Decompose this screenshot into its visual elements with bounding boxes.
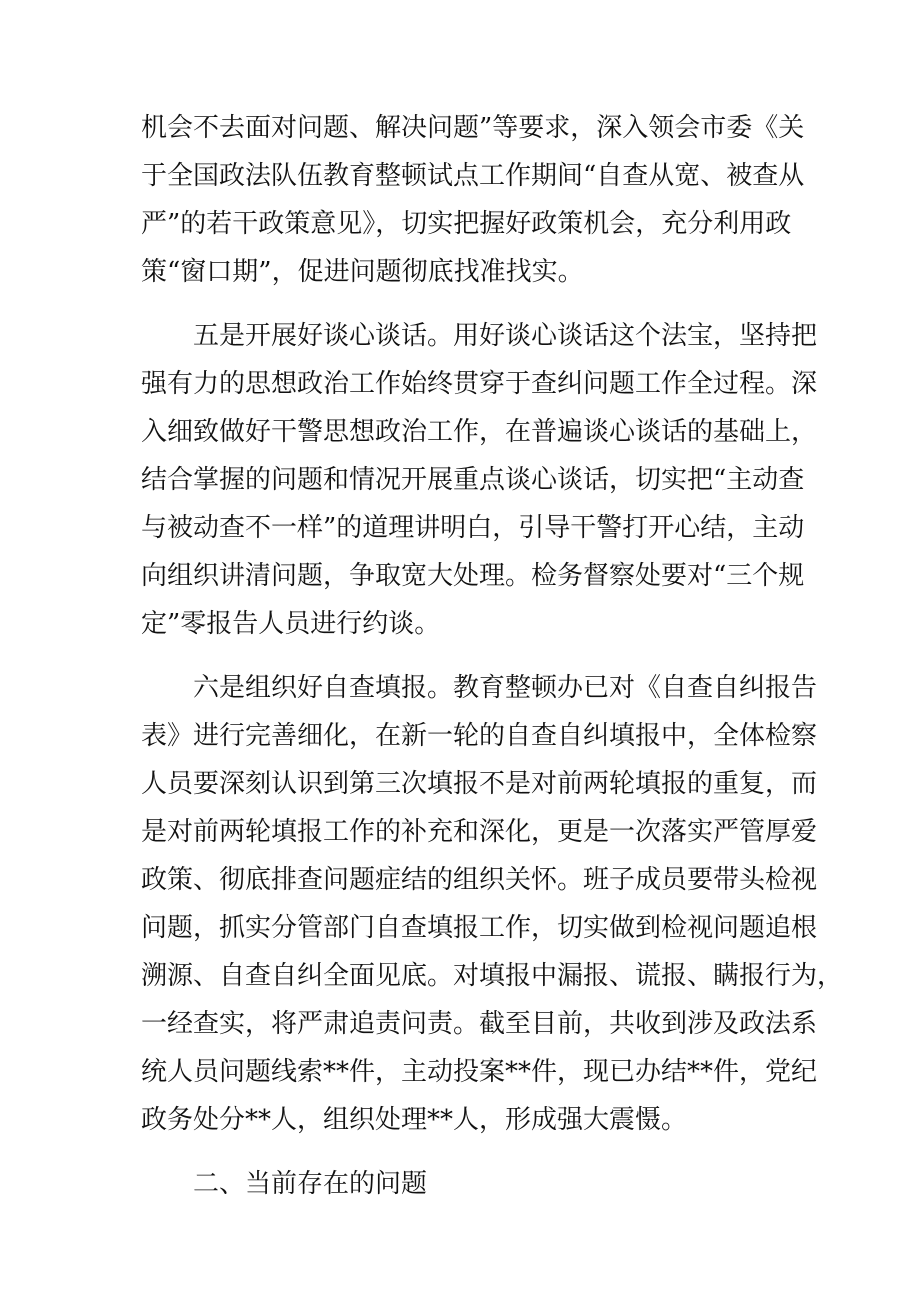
paragraph-gap	[141, 648, 781, 664]
paragraph-five-heart-talks	[141, 312, 818, 648]
text-line: 五是开展好谈心谈话。用好谈心谈话这个法宝，坚持把	[193, 321, 818, 351]
text-line: 政务处分**人，组织处理**人，形成强大震慑。	[141, 1105, 688, 1135]
text-line: 严”的若干政策意见》，切实把握好政策机会，充分利用政	[141, 209, 792, 239]
paragraph-gap	[141, 1144, 781, 1160]
text-line: 向组织讲清问题，争取宽大处理。检务督察处要对“三个规	[141, 561, 805, 591]
section-heading	[141, 1160, 781, 1208]
text-line: 强有力的思想政治工作始终贯穿于查纠问题工作全过程。深	[141, 369, 818, 399]
text-line: 一经查实，将严肃追责问责。截至目前，共收到涉及政法系	[141, 1009, 818, 1039]
text-line: 与被动查不一样”的道理讲明白，引导干警打开心结，主动	[141, 513, 805, 543]
paragraph-policy	[141, 104, 805, 296]
paragraph-gap	[141, 296, 781, 312]
text-line: 政策、彻底排查问题症结的组织关怀。班子成员要带头检视	[141, 865, 818, 895]
heading-current-problems: 二、当前存在的问题	[193, 1169, 428, 1199]
document-body	[141, 104, 844, 1208]
text-line: 机会不去面对问题、解决问题”等要求，深入领会市委《关	[141, 113, 805, 143]
text-line: 表》进行完善细化，在新一轮的自查自纠填报中，全体检察	[141, 721, 818, 751]
paragraph-six-self-check	[141, 664, 844, 1144]
text-line: 人员要深刻认识到第三次填报不是对前两轮填报的重复，而	[141, 769, 818, 799]
text-line: 策“窗口期”，促进问题彻底找准找实。	[141, 257, 584, 287]
text-line: 结合掌握的问题和情况开展重点谈心谈话，切实把“主动查	[141, 465, 805, 495]
text-line: 问题，抓实分管部门自查填报工作，切实做到检视问题追根	[141, 913, 818, 943]
text-line: 于全国政法队伍教育整顿试点工作期间“自查从宽、被查从	[141, 161, 805, 191]
text-line: 六是组织好自查填报。教育整顿办已对《自查自纠报告	[193, 673, 818, 703]
text-line: 是对前两轮填报工作的补充和深化，更是一次落实严管厚爱	[141, 817, 818, 847]
text-line: 统人员问题线索**件，主动投案**件，现已办结**件，党纪	[141, 1057, 818, 1087]
text-line: 溯源、自查自纠全面见底。对填报中漏报、谎报、瞒报行为，	[141, 961, 844, 991]
text-line: 定”零报告人员进行约谈。	[141, 609, 441, 639]
text-line: 入细致做好干警思想政治工作，在普遍谈心谈话的基础上，	[141, 417, 818, 447]
